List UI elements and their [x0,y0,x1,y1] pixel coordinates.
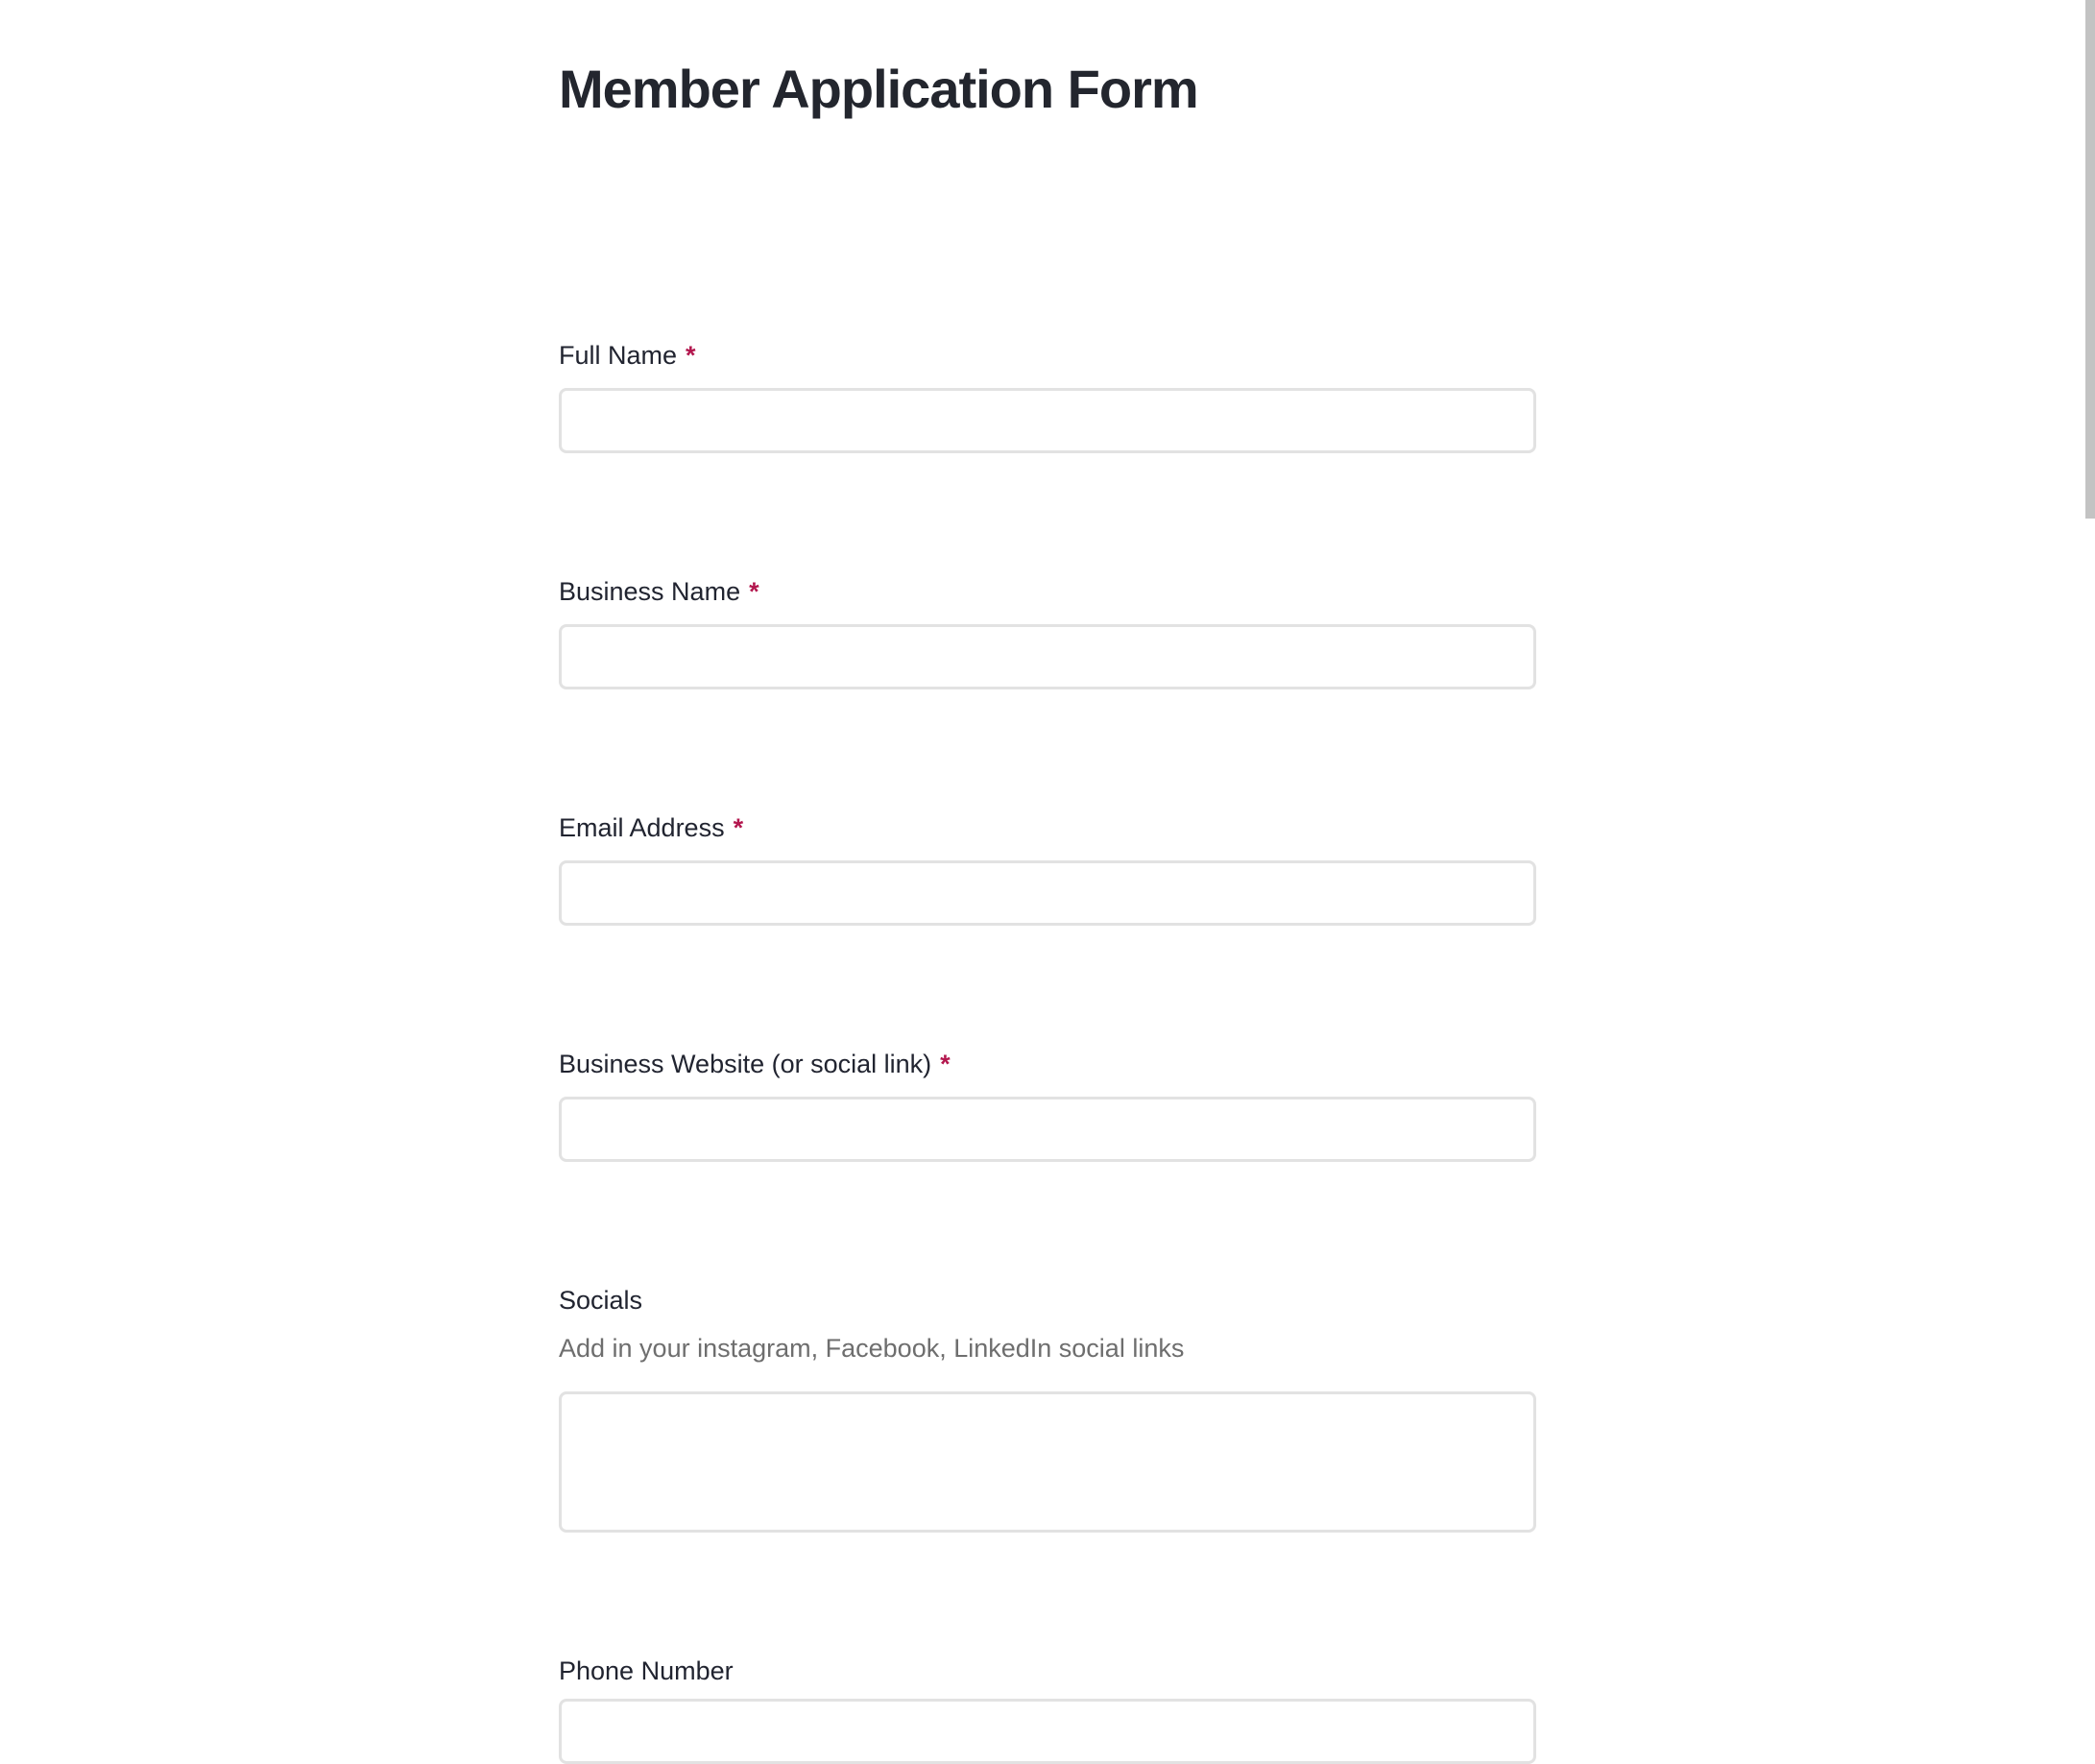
scrollbar-track[interactable] [2085,0,2095,1727]
required-asterisk: * [749,577,759,606]
full-name-label-text: Full Name [559,341,678,370]
business-name-label-text: Business Name [559,577,741,606]
required-asterisk: * [733,813,744,842]
email-address-label-text: Email Address [559,813,725,842]
required-asterisk: * [940,1050,951,1078]
email-address-input[interactable] [559,860,1536,926]
socials-label-text: Socials [559,1286,643,1315]
phone-number-label-text: Phone Number [559,1656,734,1685]
scrollbar-thumb[interactable] [2085,0,2095,519]
required-asterisk: * [686,341,696,370]
phone-number-label [559,1653,1536,1689]
field-full-name [559,337,1536,453]
full-name-input[interactable] [559,388,1536,453]
field-email-address [559,810,1536,926]
business-name-label [559,573,1536,610]
business-website-input[interactable] [559,1097,1536,1162]
field-business-name [559,573,1536,689]
page-title: Member Application Form [559,59,1198,119]
business-website-label-text: Business Website (or social link) [559,1050,932,1078]
socials-description: Add in your instagram, Facebook, LinkedIn social links [559,1334,1185,1363]
email-address-label [559,810,1536,846]
phone-number-input[interactable] [559,1699,1536,1764]
member-application-form [559,337,1536,1764]
business-name-input[interactable] [559,624,1536,689]
field-business-website [559,1046,1536,1162]
form-page [559,0,1536,1764]
field-phone-number [559,1653,1536,1764]
full-name-label [559,337,1536,374]
field-socials [559,1282,1536,1533]
socials-label [559,1282,1536,1318]
socials-textarea[interactable] [559,1391,1536,1533]
business-website-label [559,1046,1536,1082]
